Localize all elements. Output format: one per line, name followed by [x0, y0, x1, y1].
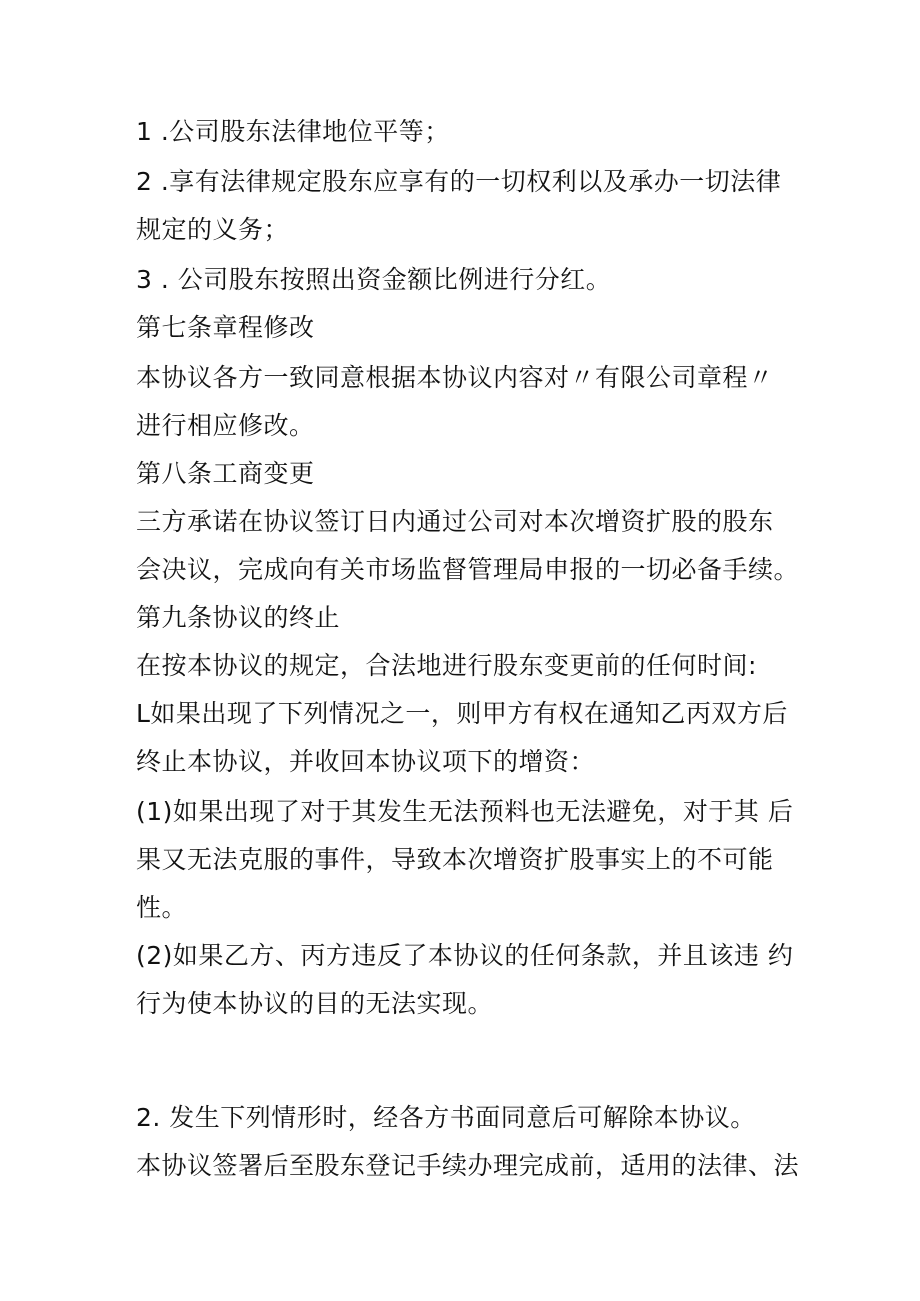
article-8-heading: 第八条工商变更 [136, 459, 315, 488]
article-7-text-cont: 进行相应修改。 [136, 411, 315, 440]
article-9-intro: 在按本协议的规定，合法地进行股东变更前的任何时间: [136, 651, 757, 680]
article-9-sub-2-cont: 行为使本协议的目的无法实现。 [136, 989, 494, 1018]
clause-item-2-cont: 规定的义务； [136, 215, 290, 244]
article-9-sub-1-cont: 果又无法克服的事件，导致本次增资扩股事实上的不可能 [136, 845, 774, 874]
clause-item-3: 3 . 公司股东按照出资金额比例进行分红。 [136, 265, 612, 294]
article-7-text: 本协议各方一致同意根据本协议内容对〃有限公司章程〃 [136, 363, 774, 392]
clause-item-2: 2 .享有法律规定股东应享有的一切权利以及承办一切法律 [136, 167, 782, 196]
article-8-text-cont: 会决议，完成向有关市场监督管理局申报的一切必备手续。 [136, 555, 800, 584]
clause-item-1: 1 .公司股东法律地位平等； [136, 117, 450, 146]
article-9-item-2: 2. 发生下列情形时，经各方书面同意后可解除本协议。 [136, 1103, 756, 1132]
article-9-item-1: L如果出现了下列情况之一，则甲方有权在通知乙丙双方后 [136, 699, 788, 728]
article-8-text: 三方承诺在协议签订日内通过公司对本次增资扩股的股东 [136, 507, 774, 536]
article-9-sub-1-end: 性。 [136, 893, 188, 922]
article-9-item-1-cont: 终止本协议，并收回本协议项下的增资： [136, 747, 596, 776]
article-7-heading: 第七条章程修改 [136, 313, 315, 342]
article-9-item-2-text: 本协议签署后至股东登记手续办理完成前，适用的法律、法 [136, 1151, 800, 1180]
article-9-sub-2: (2)如果乙方、丙方违反了本协议的任何条款，并且该违 约 [136, 941, 794, 970]
article-9-sub-1: (1)如果出现了对于其发生无法预料也无法避免，对于其 后 [136, 797, 794, 826]
article-9-heading: 第九条协议的终止 [136, 603, 341, 632]
